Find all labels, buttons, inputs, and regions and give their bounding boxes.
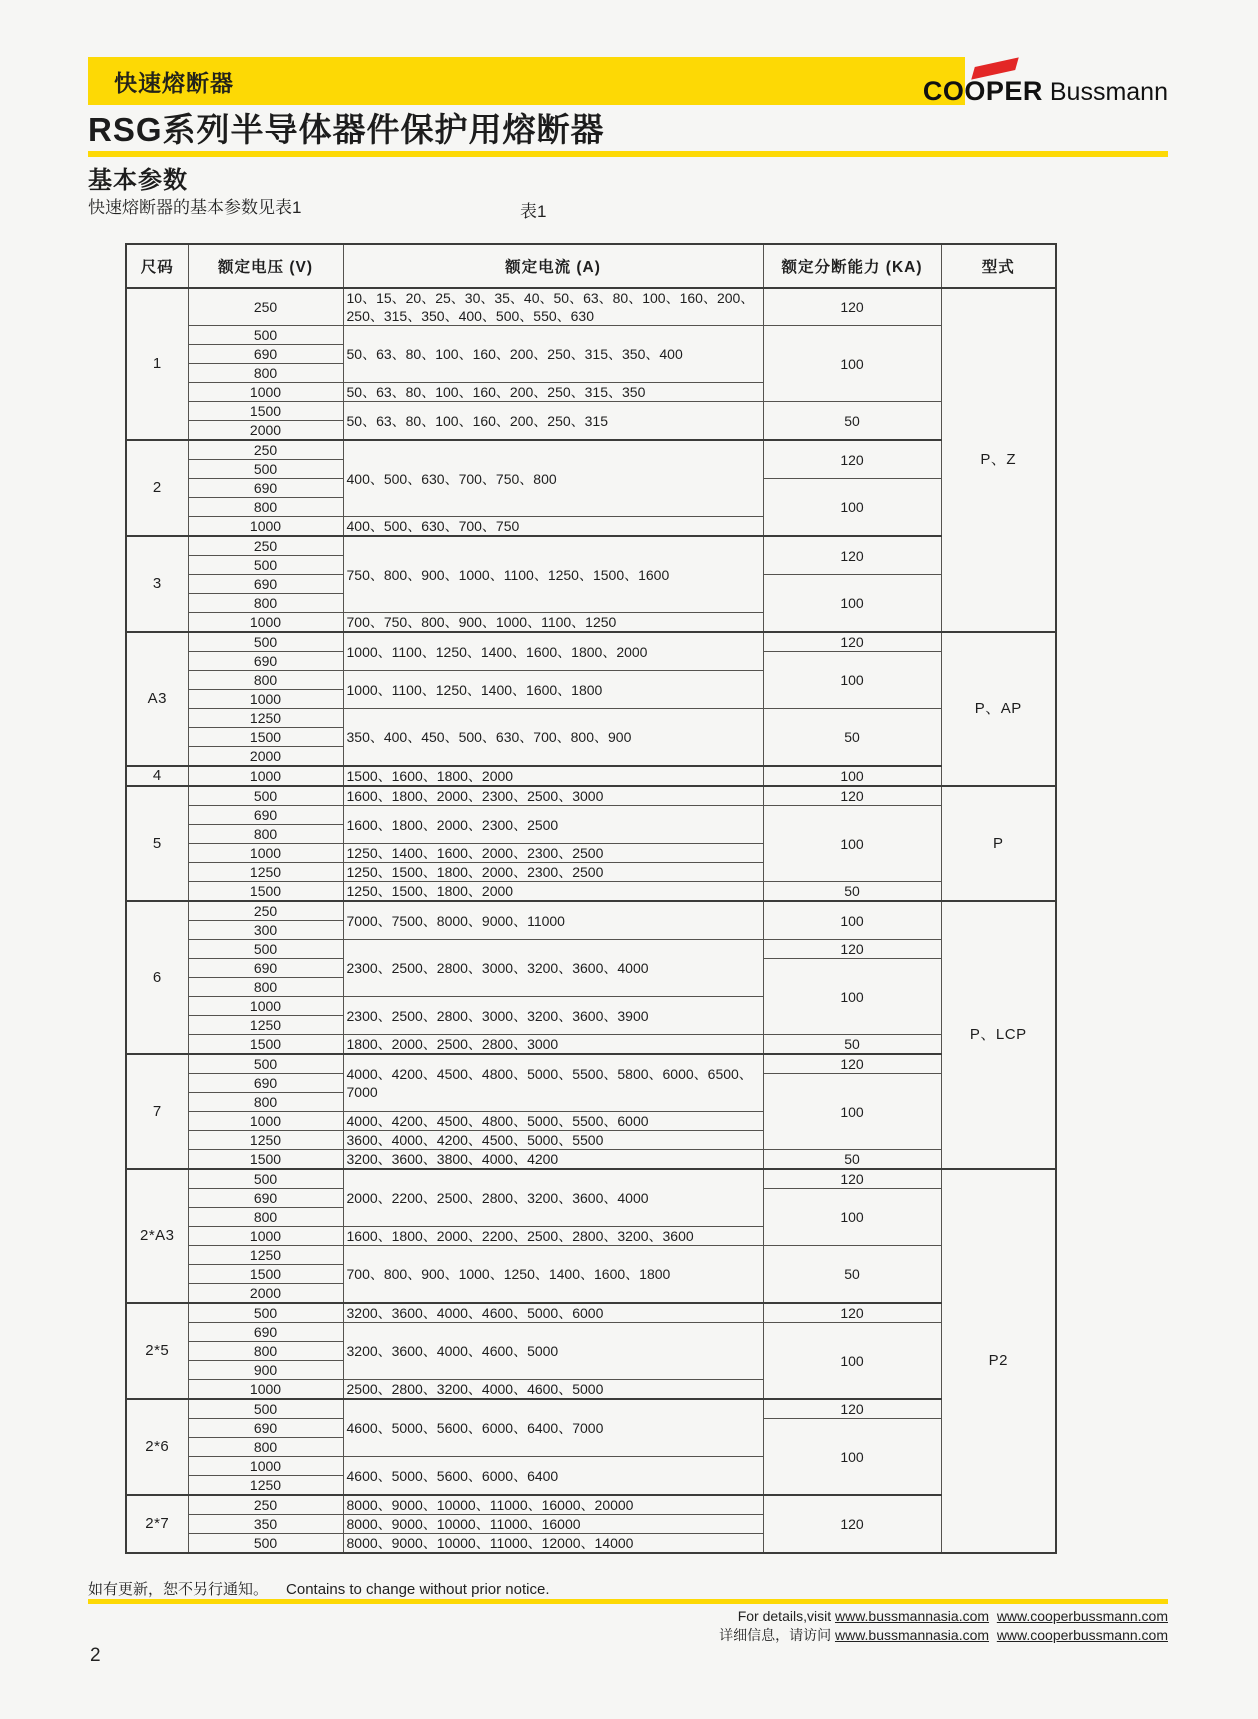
link-bussmannasia[interactable]: www.bussmannasia.com	[834, 1608, 990, 1624]
column-header: 尺码	[126, 244, 188, 288]
type-cell: P、Z	[941, 288, 1056, 632]
table-row	[126, 882, 1056, 902]
rated-current-cell: 2300、2500、2800、3000、3200、3600、4000	[343, 940, 763, 997]
rated-current-cell: 2500、2800、3200、4000、4600、5000	[343, 1380, 763, 1400]
voltage-cell: 2000	[188, 421, 343, 441]
breaking-capacity-cell: 100	[763, 575, 941, 633]
rated-current-cell: 1250、1400、1600、2000、2300、2500	[343, 844, 763, 863]
rated-current-cell: 1600、1800、2000、2300、2500	[343, 806, 763, 844]
voltage-cell: 690	[188, 575, 343, 594]
table-row	[126, 806, 1056, 825]
size-cell: 2*A3	[126, 1169, 188, 1303]
breaking-capacity-cell: 100	[763, 1189, 941, 1246]
column-header: 额定电流 (A)	[343, 244, 763, 288]
intro-text: 快速熔断器的基本参数见表1	[88, 198, 302, 217]
breaking-capacity-cell: 50	[763, 1035, 941, 1055]
voltage-cell: 250	[188, 901, 343, 921]
change-notice-en: Contains to change without prior notice.	[286, 1581, 550, 1598]
page-header	[88, 57, 1168, 105]
table-row	[126, 1495, 1056, 1515]
breaking-capacity-cell: 120	[763, 440, 941, 479]
table-row	[126, 709, 1056, 728]
column-header: 额定电压 (V)	[188, 244, 343, 288]
breaking-capacity-cell: 100	[763, 652, 941, 709]
breaking-capacity-cell: 100	[763, 326, 941, 402]
voltage-cell: 800	[188, 978, 343, 997]
footer-links-zh: 详细信息，请访问 www.bussmannasia.com www.cooperbussmann.com	[719, 1627, 1168, 1643]
table-header-row	[126, 244, 1056, 288]
rated-current-cell: 8000、9000、10000、11000、16000、20000	[343, 1495, 763, 1515]
voltage-cell: 800	[188, 364, 343, 383]
page-number: 2	[90, 1645, 101, 1666]
voltage-cell: 1250	[188, 1246, 343, 1265]
voltage-cell: 250	[188, 1495, 343, 1515]
voltage-cell: 2000	[188, 1284, 343, 1304]
type-cell: P	[941, 786, 1056, 901]
table-row	[126, 1054, 1056, 1074]
rated-current-cell: 3200、3600、4000、4600、5000	[343, 1323, 763, 1380]
rated-current-cell: 1800、2000、2500、2800、3000	[343, 1035, 763, 1055]
size-cell: 2*6	[126, 1399, 188, 1495]
breaking-capacity-cell: 100	[763, 806, 941, 882]
voltage-cell: 690	[188, 1323, 343, 1342]
voltage-cell: 690	[188, 479, 343, 498]
column-header: 额定分断能力 (KA)	[763, 244, 941, 288]
breaking-capacity-cell: 120	[763, 536, 941, 575]
voltage-cell: 1000	[188, 1227, 343, 1246]
breaking-capacity-cell: 120	[763, 1169, 941, 1189]
size-cell: 7	[126, 1054, 188, 1169]
voltage-cell: 1000	[188, 844, 343, 863]
section-title: 基本参数	[88, 167, 188, 194]
rated-current-cell: 350、400、450、500、630、700、800、900	[343, 709, 763, 767]
rated-current-cell: 50、63、80、100、160、200、250、315、350	[343, 383, 763, 402]
rated-current-cell: 1600、1800、2000、2300、2500、3000	[343, 786, 763, 806]
yellow-divider-bottom	[88, 1599, 1168, 1604]
breaking-capacity-cell: 120	[763, 288, 941, 326]
voltage-cell: 500	[188, 786, 343, 806]
table-row	[126, 901, 1056, 921]
voltage-cell: 690	[188, 1074, 343, 1093]
voltage-cell: 500	[188, 1399, 343, 1419]
voltage-cell: 1000	[188, 517, 343, 537]
breaking-capacity-cell: 50	[763, 882, 941, 902]
table-row	[126, 766, 1056, 786]
voltage-cell: 1000	[188, 383, 343, 402]
voltage-cell: 500	[188, 556, 343, 575]
voltage-cell: 690	[188, 1189, 343, 1208]
breaking-capacity-cell: 100	[763, 1074, 941, 1150]
rated-current-cell: 7000、7500、8000、9000、11000	[343, 901, 763, 940]
rated-current-cell: 400、500、630、700、750	[343, 517, 763, 537]
size-cell: 2*7	[126, 1495, 188, 1553]
voltage-cell: 2000	[188, 747, 343, 767]
voltage-cell: 800	[188, 594, 343, 613]
voltage-cell: 500	[188, 460, 343, 479]
breaking-capacity-cell: 100	[763, 901, 941, 940]
cooper-bussmann-logo	[923, 57, 1168, 107]
voltage-cell: 1500	[188, 882, 343, 902]
category-banner-label: 快速熔断器	[114, 69, 234, 96]
breaking-capacity-cell: 120	[763, 1054, 941, 1074]
size-cell: 1	[126, 288, 188, 440]
page-title: RSG系列半导体器件保护用熔断器	[88, 111, 605, 148]
voltage-cell: 1000	[188, 766, 343, 786]
rated-current-cell: 700、750、800、900、1000、1100、1250	[343, 613, 763, 633]
voltage-cell: 900	[188, 1361, 343, 1380]
column-header: 型式	[941, 244, 1056, 288]
table-row	[126, 1323, 1056, 1342]
voltage-cell: 690	[188, 652, 343, 671]
table-row	[126, 1246, 1056, 1265]
rated-current-cell: 50、63、80、100、160、200、250、315	[343, 402, 763, 441]
type-cell: P2	[941, 1169, 1056, 1553]
table-row	[126, 1150, 1056, 1170]
table-row	[126, 1399, 1056, 1419]
voltage-cell: 1500	[188, 1150, 343, 1170]
rated-current-cell: 8000、9000、10000、11000、12000、14000	[343, 1534, 763, 1554]
breaking-capacity-cell: 100	[763, 1323, 941, 1400]
voltage-cell: 800	[188, 498, 343, 517]
size-cell: 5	[126, 786, 188, 901]
size-cell: 6	[126, 901, 188, 1054]
voltage-cell: 250	[188, 440, 343, 460]
table-row	[126, 536, 1056, 556]
table-row	[126, 402, 1056, 421]
voltage-cell: 1250	[188, 1016, 343, 1035]
voltage-cell: 500	[188, 940, 343, 959]
table-row	[126, 288, 1056, 326]
rated-current-cell: 1600、1800、2000、2200、2500、2800、3200、3600	[343, 1227, 763, 1246]
size-cell: 2*5	[126, 1303, 188, 1399]
rated-current-cell: 50、63、80、100、160、200、250、315、350、400	[343, 326, 763, 383]
voltage-cell: 1250	[188, 1476, 343, 1496]
logo-cooper-text: COOPER	[923, 78, 1043, 105]
logo-bussmann-text: Bussmann	[1049, 78, 1168, 106]
link-bussmannasia-zh[interactable]: www.bussmannasia.com	[834, 1627, 990, 1643]
table-caption: 表1	[520, 202, 547, 221]
change-notice-zh: 如有更新，恕不另行通知。	[88, 1581, 269, 1598]
rated-current-cell: 400、500、630、700、750、800	[343, 440, 763, 517]
breaking-capacity-cell: 120	[763, 632, 941, 652]
voltage-cell: 800	[188, 671, 343, 690]
voltage-cell: 1250	[188, 863, 343, 882]
voltage-cell: 800	[188, 1342, 343, 1361]
voltage-cell: 1000	[188, 997, 343, 1016]
voltage-cell: 690	[188, 806, 343, 825]
voltage-cell: 500	[188, 1303, 343, 1323]
rated-current-cell: 1000、1100、1250、1400、1600、1800	[343, 671, 763, 709]
voltage-cell: 500	[188, 632, 343, 652]
voltage-cell: 1000	[188, 690, 343, 709]
breaking-capacity-cell: 50	[763, 402, 941, 441]
footer-links-en: For details,visit www.bussmannasia.com www.cooperbussmann.com	[737, 1608, 1168, 1624]
change-notice	[88, 1578, 550, 1599]
type-cell: P、AP	[941, 632, 1056, 786]
voltage-cell: 690	[188, 1419, 343, 1438]
link-cooperbussmann-zh[interactable]: www.cooperbussmann.com	[996, 1627, 1168, 1643]
rated-current-cell: 1000、1100、1250、1400、1600、1800、2000	[343, 632, 763, 671]
voltage-cell: 1500	[188, 728, 343, 747]
size-cell: A3	[126, 632, 188, 766]
rated-current-cell: 3200、3600、4000、4600、5000、6000	[343, 1303, 763, 1323]
table-row	[126, 1303, 1056, 1323]
voltage-cell: 250	[188, 536, 343, 556]
voltage-cell: 1000	[188, 613, 343, 633]
rated-current-cell: 4600、5000、5600、6000、6400、7000	[343, 1399, 763, 1457]
rated-current-cell: 3200、3600、3800、4000、4200	[343, 1150, 763, 1170]
yellow-divider-top	[88, 151, 1168, 157]
size-cell: 2	[126, 440, 188, 536]
breaking-capacity-cell: 100	[763, 959, 941, 1035]
voltage-cell: 800	[188, 1438, 343, 1457]
breaking-capacity-cell: 120	[763, 786, 941, 806]
breaking-capacity-cell: 100	[763, 1419, 941, 1496]
table-row	[126, 1169, 1056, 1189]
breaking-capacity-cell: 120	[763, 1303, 941, 1323]
voltage-cell: 1500	[188, 1035, 343, 1055]
breaking-capacity-cell: 50	[763, 709, 941, 767]
basic-parameters-table	[125, 243, 1057, 1554]
size-cell: 4	[126, 766, 188, 786]
breaking-capacity-cell: 100	[763, 479, 941, 537]
rated-current-cell: 1250、1500、1800、2000	[343, 882, 763, 902]
rated-current-cell: 10、15、20、25、30、35、40、50、63、80、100、160、200、250、315、350、400、500、550、630	[343, 288, 763, 326]
voltage-cell: 500	[188, 326, 343, 345]
voltage-cell: 1000	[188, 1112, 343, 1131]
rated-current-cell: 1500、1600、1800、2000	[343, 766, 763, 786]
rated-current-cell: 4600、5000、5600、6000、6400	[343, 1457, 763, 1496]
table-row	[126, 632, 1056, 652]
voltage-cell: 690	[188, 345, 343, 364]
rated-current-cell: 2000、2200、2500、2800、3200、3600、4000	[343, 1169, 763, 1227]
voltage-cell: 1500	[188, 402, 343, 421]
table-row	[126, 326, 1056, 345]
breaking-capacity-cell: 50	[763, 1150, 941, 1170]
voltage-cell: 500	[188, 1534, 343, 1554]
size-cell: 3	[126, 536, 188, 632]
table-row	[126, 940, 1056, 959]
voltage-cell: 500	[188, 1169, 343, 1189]
voltage-cell: 350	[188, 1515, 343, 1534]
voltage-cell: 1000	[188, 1380, 343, 1400]
voltage-cell: 500	[188, 1054, 343, 1074]
voltage-cell: 800	[188, 1208, 343, 1227]
table-row	[126, 440, 1056, 460]
link-cooperbussmann[interactable]: www.cooperbussmann.com	[996, 1608, 1168, 1624]
table-row	[126, 1035, 1056, 1055]
voltage-cell: 1250	[188, 709, 343, 728]
rated-current-cell: 750、800、900、1000、1100、1250、1500、1600	[343, 536, 763, 613]
rated-current-cell: 1250、1500、1800、2000、2300、2500	[343, 863, 763, 882]
rated-current-cell: 3600、4000、4200、4500、5000、5500	[343, 1131, 763, 1150]
voltage-cell: 1500	[188, 1265, 343, 1284]
rated-current-cell: 2300、2500、2800、3000、3200、3600、3900	[343, 997, 763, 1035]
voltage-cell: 800	[188, 825, 343, 844]
voltage-cell: 1000	[188, 1457, 343, 1476]
breaking-capacity-cell: 50	[763, 1246, 941, 1304]
voltage-cell: 250	[188, 288, 343, 326]
rated-current-cell: 4000、4200、4500、4800、5000、5500、5800、6000、6500、7000	[343, 1054, 763, 1112]
footer-links	[719, 1607, 1168, 1645]
breaking-capacity-cell: 120	[763, 1399, 941, 1419]
voltage-cell: 800	[188, 1093, 343, 1112]
category-banner	[88, 57, 965, 105]
voltage-cell: 1250	[188, 1131, 343, 1150]
breaking-capacity-cell: 120	[763, 1495, 941, 1553]
voltage-cell: 300	[188, 921, 343, 940]
table-row	[126, 786, 1056, 806]
rated-current-cell: 700、800、900、1000、1250、1400、1600、1800	[343, 1246, 763, 1304]
rated-current-cell: 4000、4200、4500、4800、5000、5500、6000	[343, 1112, 763, 1131]
voltage-cell: 690	[188, 959, 343, 978]
breaking-capacity-cell: 120	[763, 940, 941, 959]
breaking-capacity-cell: 100	[763, 766, 941, 786]
rated-current-cell: 8000、9000、10000、11000、16000	[343, 1515, 763, 1534]
type-cell: P、LCP	[941, 901, 1056, 1169]
